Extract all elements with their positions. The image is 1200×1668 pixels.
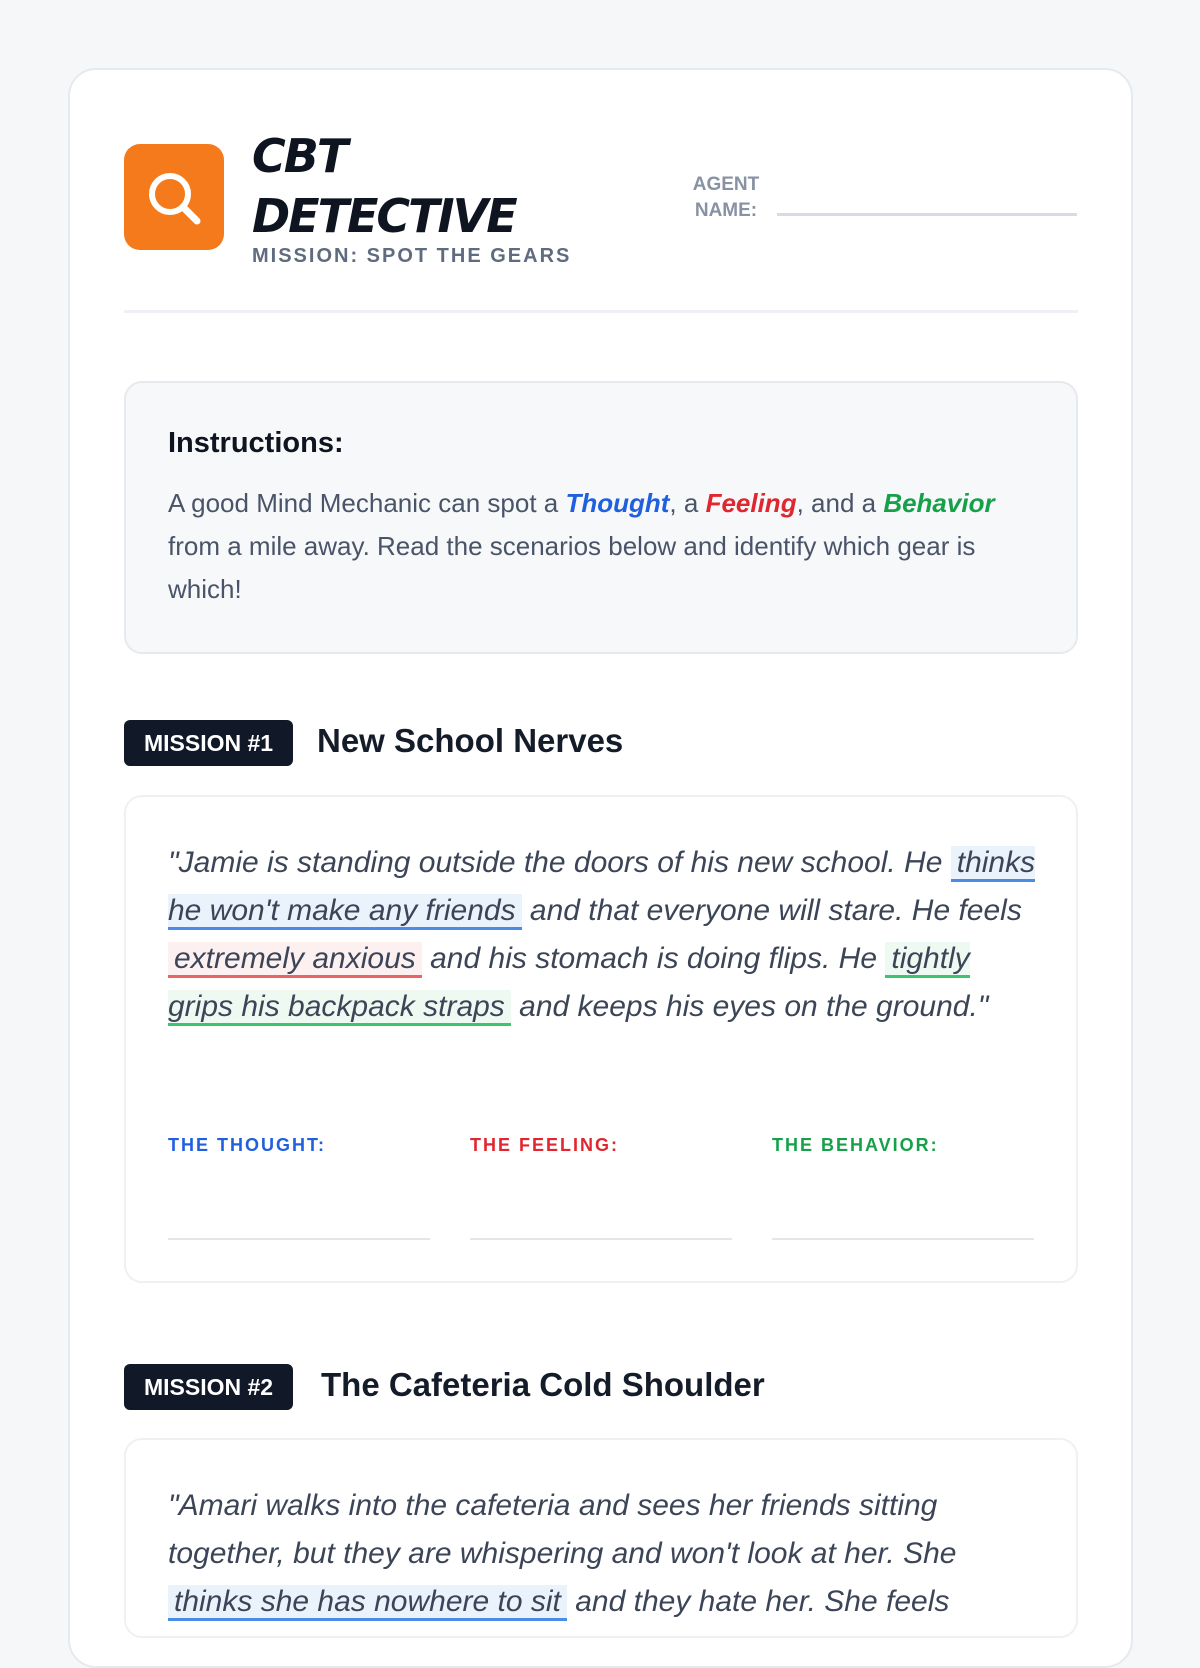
mission-title: New School Nerves: [317, 722, 624, 759]
magnifier-icon: [144, 168, 204, 228]
logo-badge: [124, 144, 224, 250]
story-text: and keeps his eyes on the ground.": [510, 990, 989, 1023]
story-text: "Amari walks into the cafeteria and sees her friends sitting together, but they are whispering and won't look at her. She: [168, 1489, 957, 1570]
instructions-heading: Instructions:: [168, 427, 344, 459]
story-text: and his stomach is doing flips. He: [421, 942, 886, 975]
agent-name-label: AGENT NAME:: [692, 174, 760, 221]
instructions-box: [124, 381, 1078, 654]
answer-thought-label: THE THOUGHT:: [168, 1135, 326, 1155]
story-text: and that everyone will stare. He feels: [521, 894, 1022, 927]
instructions-text: [168, 482, 1036, 611]
answer-feeling: [470, 1135, 732, 1240]
story-text: and they hate her. She feels: [566, 1585, 950, 1618]
keyword-behavior: Behavior: [883, 488, 995, 518]
keyword-feeling: Feeling: [705, 488, 797, 518]
answer-thought: [168, 1135, 430, 1240]
page-subtitle: MISSION: SPOT THE GEARS: [252, 245, 572, 267]
answer-feeling-field[interactable]: [470, 1238, 732, 1240]
instructions-intro: A good Mind Mechanic can spot a: [168, 488, 566, 518]
mission-badge: MISSION #1: [124, 720, 293, 766]
highlight-feeling: extremely anxious: [168, 942, 422, 978]
mission-badge: MISSION #2: [124, 1364, 293, 1410]
scenario-story: [126, 839, 1076, 1031]
keyword-thought: Thought: [565, 488, 670, 518]
mission-title: The Cafeteria Cold Shoulder: [321, 1366, 765, 1403]
answer-behavior-field[interactable]: [772, 1238, 1034, 1240]
scenario-card: [124, 795, 1078, 1283]
page-title: CBT DETECTIVE: [252, 129, 516, 243]
header-divider: [124, 310, 1078, 313]
answer-thought-field[interactable]: [168, 1238, 430, 1240]
scenario-story: [126, 1482, 1076, 1626]
instructions-sep: , and a: [796, 488, 884, 518]
agent-name-field[interactable]: [777, 213, 1077, 216]
answer-behavior: [772, 1135, 1034, 1240]
answer-behavior-label: THE BEHAVIOR:: [772, 1135, 939, 1155]
answer-feeling-label: THE FEELING:: [470, 1135, 619, 1155]
highlight-thought: thinks he won't make any friends: [168, 846, 1035, 930]
highlight-thought: thinks she has nowhere to sit: [168, 1585, 567, 1621]
highlight-behavior: tightly grips his backpack straps: [168, 942, 970, 1026]
instructions-sep: , a: [669, 488, 706, 518]
scenario-card: [124, 1438, 1078, 1638]
story-text: "Jamie is standing outside the doors of his new school. He: [168, 846, 951, 879]
instructions-outro: from a mile away. Read the scenarios below and identify which gear is which!: [168, 531, 976, 604]
